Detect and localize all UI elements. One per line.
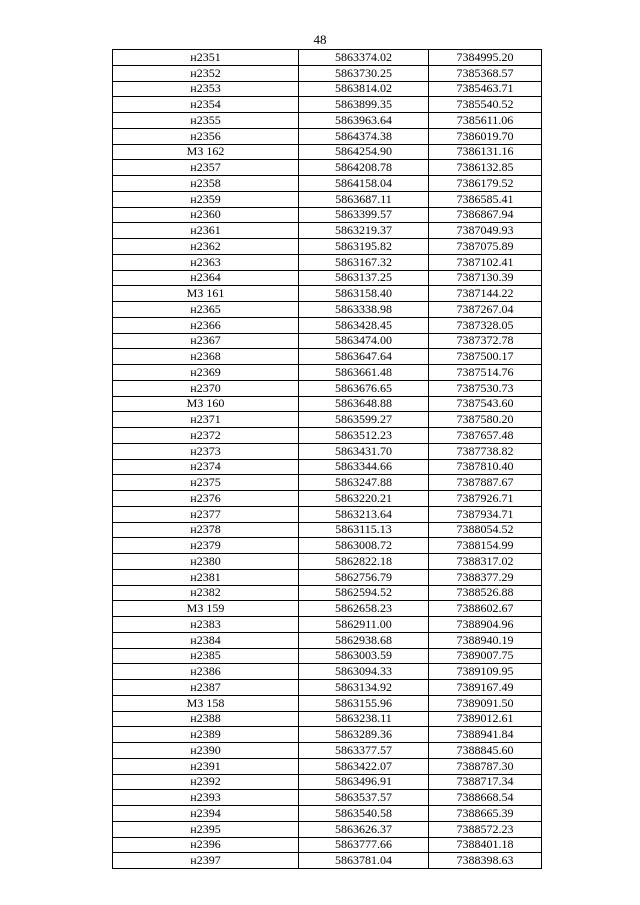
y-coordinate-cell: 7385368.57: [429, 65, 542, 81]
x-coordinate-cell: 5863540.58: [299, 806, 429, 822]
point-id-cell: н2376: [113, 491, 299, 507]
y-coordinate-cell: 7387102.41: [429, 254, 542, 270]
table-row: [113, 317, 542, 333]
point-id-cell: н2395: [113, 821, 299, 837]
point-id-cell: н2383: [113, 617, 299, 633]
x-coordinate-cell: 5863167.32: [299, 254, 429, 270]
table-row: [113, 81, 542, 97]
x-coordinate-cell: 5863496.91: [299, 774, 429, 790]
y-coordinate-cell: 7387543.60: [429, 396, 542, 412]
point-id-cell: МЗ 160: [113, 396, 299, 412]
y-coordinate-cell: 7387267.04: [429, 302, 542, 318]
table-row: [113, 680, 542, 696]
table-row: [113, 50, 542, 66]
y-coordinate-cell: 7387328.05: [429, 317, 542, 333]
table-row: [113, 239, 542, 255]
table-row: [113, 538, 542, 554]
table-row: [113, 837, 542, 853]
point-id-cell: н2364: [113, 270, 299, 286]
y-coordinate-cell: 7389091.50: [429, 695, 542, 711]
table-row: [113, 664, 542, 680]
y-coordinate-cell: 7388377.29: [429, 569, 542, 585]
y-coordinate-cell: 7386585.41: [429, 191, 542, 207]
point-id-cell: МЗ 161: [113, 286, 299, 302]
point-id-cell: н2389: [113, 727, 299, 743]
point-id-cell: н2357: [113, 160, 299, 176]
y-coordinate-cell: 7388665.39: [429, 806, 542, 822]
x-coordinate-cell: 5864158.04: [299, 176, 429, 192]
x-coordinate-cell: 5863195.82: [299, 239, 429, 255]
y-coordinate-cell: 7388398.63: [429, 853, 542, 869]
y-coordinate-cell: 7384995.20: [429, 50, 542, 66]
y-coordinate-cell: 7386867.94: [429, 207, 542, 223]
x-coordinate-cell: 5862822.18: [299, 554, 429, 570]
point-id-cell: н2396: [113, 837, 299, 853]
point-id-cell: н2397: [113, 853, 299, 869]
table-row: [113, 270, 542, 286]
table-row: [113, 97, 542, 113]
table-row: [113, 790, 542, 806]
x-coordinate-cell: 5863648.88: [299, 396, 429, 412]
point-id-cell: н2380: [113, 554, 299, 570]
y-coordinate-cell: 7387810.40: [429, 459, 542, 475]
table-row: [113, 601, 542, 617]
y-coordinate-cell: 7388526.88: [429, 585, 542, 601]
x-coordinate-cell: 5863247.88: [299, 475, 429, 491]
table-row: [113, 160, 542, 176]
point-id-cell: н2377: [113, 506, 299, 522]
table-row: [113, 727, 542, 743]
table-row: [113, 585, 542, 601]
y-coordinate-cell: 7387514.76: [429, 365, 542, 381]
table-row: [113, 191, 542, 207]
point-id-cell: н2375: [113, 475, 299, 491]
y-coordinate-cell: 7389167.49: [429, 680, 542, 696]
table-row: [113, 711, 542, 727]
point-id-cell: н2382: [113, 585, 299, 601]
point-id-cell: н2381: [113, 569, 299, 585]
y-coordinate-cell: 7387657.48: [429, 428, 542, 444]
coordinates-table: [112, 49, 542, 869]
x-coordinate-cell: 5863474.00: [299, 333, 429, 349]
x-coordinate-cell: 5863289.36: [299, 727, 429, 743]
table-row: [113, 475, 542, 491]
x-coordinate-cell: 5863220.21: [299, 491, 429, 507]
x-coordinate-cell: 5863134.92: [299, 680, 429, 696]
x-coordinate-cell: 5863137.25: [299, 270, 429, 286]
x-coordinate-cell: 5863219.37: [299, 223, 429, 239]
x-coordinate-cell: 5863512.23: [299, 428, 429, 444]
x-coordinate-cell: 5862938.68: [299, 632, 429, 648]
point-id-cell: н2359: [113, 191, 299, 207]
point-id-cell: н2373: [113, 443, 299, 459]
x-coordinate-cell: 5863155.96: [299, 695, 429, 711]
point-id-cell: н2370: [113, 380, 299, 396]
point-id-cell: н2356: [113, 128, 299, 144]
y-coordinate-cell: 7388787.30: [429, 758, 542, 774]
table-row: [113, 617, 542, 633]
x-coordinate-cell: 5863344.66: [299, 459, 429, 475]
x-coordinate-cell: 5863599.27: [299, 412, 429, 428]
table-row: [113, 428, 542, 444]
y-coordinate-cell: 7388940.19: [429, 632, 542, 648]
point-id-cell: МЗ 162: [113, 144, 299, 160]
x-coordinate-cell: 5863899.35: [299, 97, 429, 113]
table-row: [113, 302, 542, 318]
table-row: [113, 207, 542, 223]
point-id-cell: н2394: [113, 806, 299, 822]
y-coordinate-cell: 7388401.18: [429, 837, 542, 853]
point-id-cell: н2372: [113, 428, 299, 444]
x-coordinate-cell: 5863661.48: [299, 365, 429, 381]
table-row: [113, 113, 542, 129]
x-coordinate-cell: 5862911.00: [299, 617, 429, 633]
table-row: [113, 648, 542, 664]
x-coordinate-cell: 5863730.25: [299, 65, 429, 81]
y-coordinate-cell: 7387144.22: [429, 286, 542, 302]
point-id-cell: МЗ 159: [113, 601, 299, 617]
point-id-cell: н2379: [113, 538, 299, 554]
point-id-cell: н2392: [113, 774, 299, 790]
table-row: [113, 522, 542, 538]
table-row: [113, 144, 542, 160]
point-id-cell: н2366: [113, 317, 299, 333]
y-coordinate-cell: 7387130.39: [429, 270, 542, 286]
x-coordinate-cell: 5863008.72: [299, 538, 429, 554]
y-coordinate-cell: 7388317.02: [429, 554, 542, 570]
table-row: [113, 333, 542, 349]
y-coordinate-cell: 7387075.89: [429, 239, 542, 255]
x-coordinate-cell: 5863428.45: [299, 317, 429, 333]
point-id-cell: н2390: [113, 743, 299, 759]
x-coordinate-cell: 5863626.37: [299, 821, 429, 837]
x-coordinate-cell: 5863377.57: [299, 743, 429, 759]
table-row: [113, 65, 542, 81]
point-id-cell: н2367: [113, 333, 299, 349]
point-id-cell: н2371: [113, 412, 299, 428]
point-id-cell: н2384: [113, 632, 299, 648]
x-coordinate-cell: 5864374.38: [299, 128, 429, 144]
table-row: [113, 443, 542, 459]
point-id-cell: н2351: [113, 50, 299, 66]
table-row: [113, 554, 542, 570]
page-number: 48: [313, 32, 327, 47]
table-row: [113, 380, 542, 396]
y-coordinate-cell: 7387580.20: [429, 412, 542, 428]
point-id-cell: МЗ 158: [113, 695, 299, 711]
y-coordinate-cell: 7389012.61: [429, 711, 542, 727]
y-coordinate-cell: 7386019.70: [429, 128, 542, 144]
x-coordinate-cell: 5863399.57: [299, 207, 429, 223]
y-coordinate-cell: 7388668.54: [429, 790, 542, 806]
y-coordinate-cell: 7387738.82: [429, 443, 542, 459]
x-coordinate-cell: 5863213.64: [299, 506, 429, 522]
x-coordinate-cell: 5863647.64: [299, 349, 429, 365]
table-row: [113, 569, 542, 585]
table-row: [113, 506, 542, 522]
point-id-cell: н2363: [113, 254, 299, 270]
table-row: [113, 349, 542, 365]
table-row: [113, 459, 542, 475]
table-row: [113, 254, 542, 270]
point-id-cell: н2368: [113, 349, 299, 365]
y-coordinate-cell: 7387372.78: [429, 333, 542, 349]
x-coordinate-cell: 5864208.78: [299, 160, 429, 176]
x-coordinate-cell: 5863431.70: [299, 443, 429, 459]
x-coordinate-cell: 5863003.59: [299, 648, 429, 664]
point-id-cell: н2387: [113, 680, 299, 696]
table-row: [113, 774, 542, 790]
x-coordinate-cell: 5863781.04: [299, 853, 429, 869]
table-row: [113, 758, 542, 774]
x-coordinate-cell: 5863814.02: [299, 81, 429, 97]
x-coordinate-cell: 5863687.11: [299, 191, 429, 207]
point-id-cell: н2393: [113, 790, 299, 806]
x-coordinate-cell: 5862756.79: [299, 569, 429, 585]
table-row: [113, 128, 542, 144]
y-coordinate-cell: 7388904.96: [429, 617, 542, 633]
table-row: [113, 806, 542, 822]
point-id-cell: н2358: [113, 176, 299, 192]
point-id-cell: н2378: [113, 522, 299, 538]
y-coordinate-cell: 7388572.23: [429, 821, 542, 837]
x-coordinate-cell: 5863676.65: [299, 380, 429, 396]
point-id-cell: н2353: [113, 81, 299, 97]
y-coordinate-cell: 7386179.52: [429, 176, 542, 192]
y-coordinate-cell: 7386132.85: [429, 160, 542, 176]
x-coordinate-cell: 5863422.07: [299, 758, 429, 774]
y-coordinate-cell: 7387500.17: [429, 349, 542, 365]
point-id-cell: н2386: [113, 664, 299, 680]
table-row: [113, 286, 542, 302]
table-row: [113, 821, 542, 837]
point-id-cell: н2354: [113, 97, 299, 113]
y-coordinate-cell: 7385463.71: [429, 81, 542, 97]
y-coordinate-cell: 7387926.71: [429, 491, 542, 507]
y-coordinate-cell: 7388602.67: [429, 601, 542, 617]
x-coordinate-cell: 5863777.66: [299, 837, 429, 853]
y-coordinate-cell: 7387530.73: [429, 380, 542, 396]
point-id-cell: н2391: [113, 758, 299, 774]
point-id-cell: н2374: [113, 459, 299, 475]
point-id-cell: н2388: [113, 711, 299, 727]
y-coordinate-cell: 7389109.95: [429, 664, 542, 680]
y-coordinate-cell: 7385540.52: [429, 97, 542, 113]
point-id-cell: н2355: [113, 113, 299, 129]
x-coordinate-cell: 5863338.98: [299, 302, 429, 318]
y-coordinate-cell: 7388941.84: [429, 727, 542, 743]
table-row: [113, 743, 542, 759]
y-coordinate-cell: 7386131.16: [429, 144, 542, 160]
x-coordinate-cell: 5863963.64: [299, 113, 429, 129]
y-coordinate-cell: 7388154.99: [429, 538, 542, 554]
point-id-cell: н2361: [113, 223, 299, 239]
point-id-cell: н2362: [113, 239, 299, 255]
table-row: [113, 223, 542, 239]
table-row: [113, 632, 542, 648]
table-row: [113, 491, 542, 507]
table-row: [113, 695, 542, 711]
point-id-cell: н2365: [113, 302, 299, 318]
y-coordinate-cell: 7387049.93: [429, 223, 542, 239]
x-coordinate-cell: 5863537.57: [299, 790, 429, 806]
x-coordinate-cell: 5863238.11: [299, 711, 429, 727]
x-coordinate-cell: 5863158.40: [299, 286, 429, 302]
x-coordinate-cell: 5863374.02: [299, 50, 429, 66]
y-coordinate-cell: 7387887.67: [429, 475, 542, 491]
table-row: [113, 365, 542, 381]
table-row: [113, 396, 542, 412]
y-coordinate-cell: 7388845.60: [429, 743, 542, 759]
point-id-cell: н2360: [113, 207, 299, 223]
y-coordinate-cell: 7389007.75: [429, 648, 542, 664]
x-coordinate-cell: 5864254.90: [299, 144, 429, 160]
x-coordinate-cell: 5863094.33: [299, 664, 429, 680]
point-id-cell: н2385: [113, 648, 299, 664]
coordinates-table-body: [113, 50, 542, 869]
x-coordinate-cell: 5862594.52: [299, 585, 429, 601]
table-row: [113, 853, 542, 869]
point-id-cell: н2352: [113, 65, 299, 81]
y-coordinate-cell: 7387934.71: [429, 506, 542, 522]
table-row: [113, 176, 542, 192]
x-coordinate-cell: 5863115.13: [299, 522, 429, 538]
table-row: [113, 412, 542, 428]
y-coordinate-cell: 7385611.06: [429, 113, 542, 129]
x-coordinate-cell: 5862658.23: [299, 601, 429, 617]
point-id-cell: н2369: [113, 365, 299, 381]
y-coordinate-cell: 7388054.52: [429, 522, 542, 538]
y-coordinate-cell: 7388717.34: [429, 774, 542, 790]
